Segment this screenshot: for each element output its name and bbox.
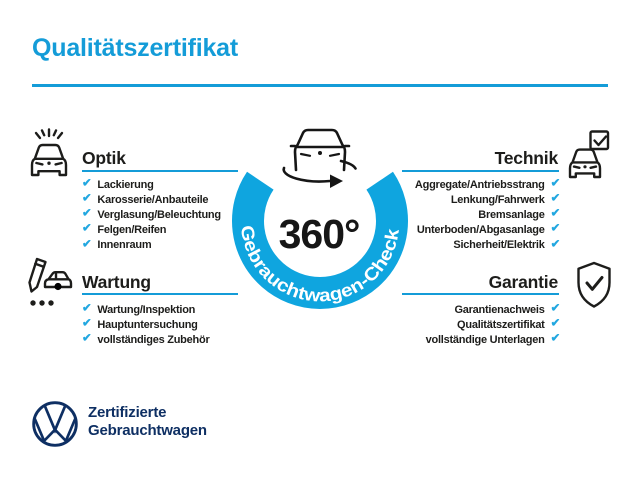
list-item-label: Hauptuntersuchung <box>97 318 198 331</box>
check-icon: ✔ <box>550 332 560 345</box>
optik-divider <box>82 170 238 172</box>
degree-label: 360° <box>278 211 360 257</box>
list-item-label: Verglasung/Beleuchtung <box>97 208 221 221</box>
list-item-label: Bremsanlage <box>478 208 545 221</box>
list-item-label: vollständiges Zubehör <box>97 333 210 346</box>
list-item <box>340 177 560 192</box>
check-icon: ✔ <box>82 222 92 235</box>
check-icon: ✔ <box>550 192 560 205</box>
list-item <box>82 223 221 238</box>
vw-logo <box>30 399 80 449</box>
list-item <box>82 317 210 332</box>
technik-list <box>340 177 560 253</box>
check-icon: ✔ <box>550 317 560 330</box>
brand-text <box>88 404 207 440</box>
list-item <box>340 207 560 222</box>
check-icon: ✔ <box>82 332 92 345</box>
check-icon: ✔ <box>550 222 560 235</box>
title-divider <box>32 84 608 87</box>
wartung-list <box>82 302 210 348</box>
list-item-label: Aggregate/Antriebsstrang <box>414 178 545 191</box>
list-item <box>340 238 560 253</box>
section-title-garantie: Garantie <box>488 272 558 292</box>
ring-label: Gebrauchtwagen-Check <box>236 224 403 306</box>
check-icon: ✔ <box>550 177 560 190</box>
list-item <box>340 317 560 332</box>
list-item <box>340 332 560 347</box>
list-item-label: Karosserie/Anbauteile <box>97 193 209 206</box>
car-shine-icon <box>26 127 72 181</box>
shield-check-icon <box>574 260 614 310</box>
garantie-divider <box>402 293 559 295</box>
check-icon: ✔ <box>550 302 560 315</box>
wartung-divider <box>82 293 238 295</box>
check-icon: ✔ <box>82 302 92 315</box>
list-item <box>82 177 221 192</box>
list-item-label: Lenkung/Fahrwerk <box>450 193 545 206</box>
list-item-label: Innenraum <box>97 239 152 252</box>
car-checkbox-icon <box>566 129 612 181</box>
list-item <box>82 238 221 253</box>
list-item <box>82 332 210 347</box>
technik-divider <box>402 170 559 172</box>
garantie-list <box>340 302 560 348</box>
list-item-label: Sicherheit/Elektrik <box>453 239 545 252</box>
list-item <box>82 192 221 207</box>
pencil-checklist-car-icon <box>25 257 73 311</box>
page-title: Qualitätszertifikat <box>32 34 238 62</box>
list-item-label: Qualitätszertifikat <box>457 318 545 331</box>
brand-line-2: Gebrauchtwagen <box>88 422 207 439</box>
section-title-optik: Optik <box>82 148 126 168</box>
check-icon: ✔ <box>82 192 92 205</box>
list-item-label: vollständige Unterlagen <box>425 333 545 346</box>
section-title-wartung: Wartung <box>82 272 151 292</box>
list-item-label: Unterboden/Abgasanlage <box>416 224 545 237</box>
optik-list <box>82 177 221 253</box>
list-item <box>340 223 560 238</box>
check-icon: ✔ <box>550 207 560 220</box>
brand-line-1: Zertifizierte <box>88 404 167 421</box>
check-icon: ✔ <box>82 207 92 220</box>
list-item <box>340 192 560 207</box>
check-icon: ✔ <box>82 177 92 190</box>
check-icon: ✔ <box>82 238 92 251</box>
check-icon: ✔ <box>550 238 560 251</box>
list-item <box>340 302 560 317</box>
list-item <box>82 302 210 317</box>
list-item <box>82 207 221 222</box>
list-item-label: Lackierung <box>97 178 154 191</box>
check-icon: ✔ <box>82 317 92 330</box>
section-title-technik: Technik <box>494 148 558 168</box>
list-item-label: Wartung/Inspektion <box>97 303 196 316</box>
list-item-label: Felgen/Reifen <box>97 224 167 237</box>
list-item-label: Garantienachweis <box>454 303 545 316</box>
